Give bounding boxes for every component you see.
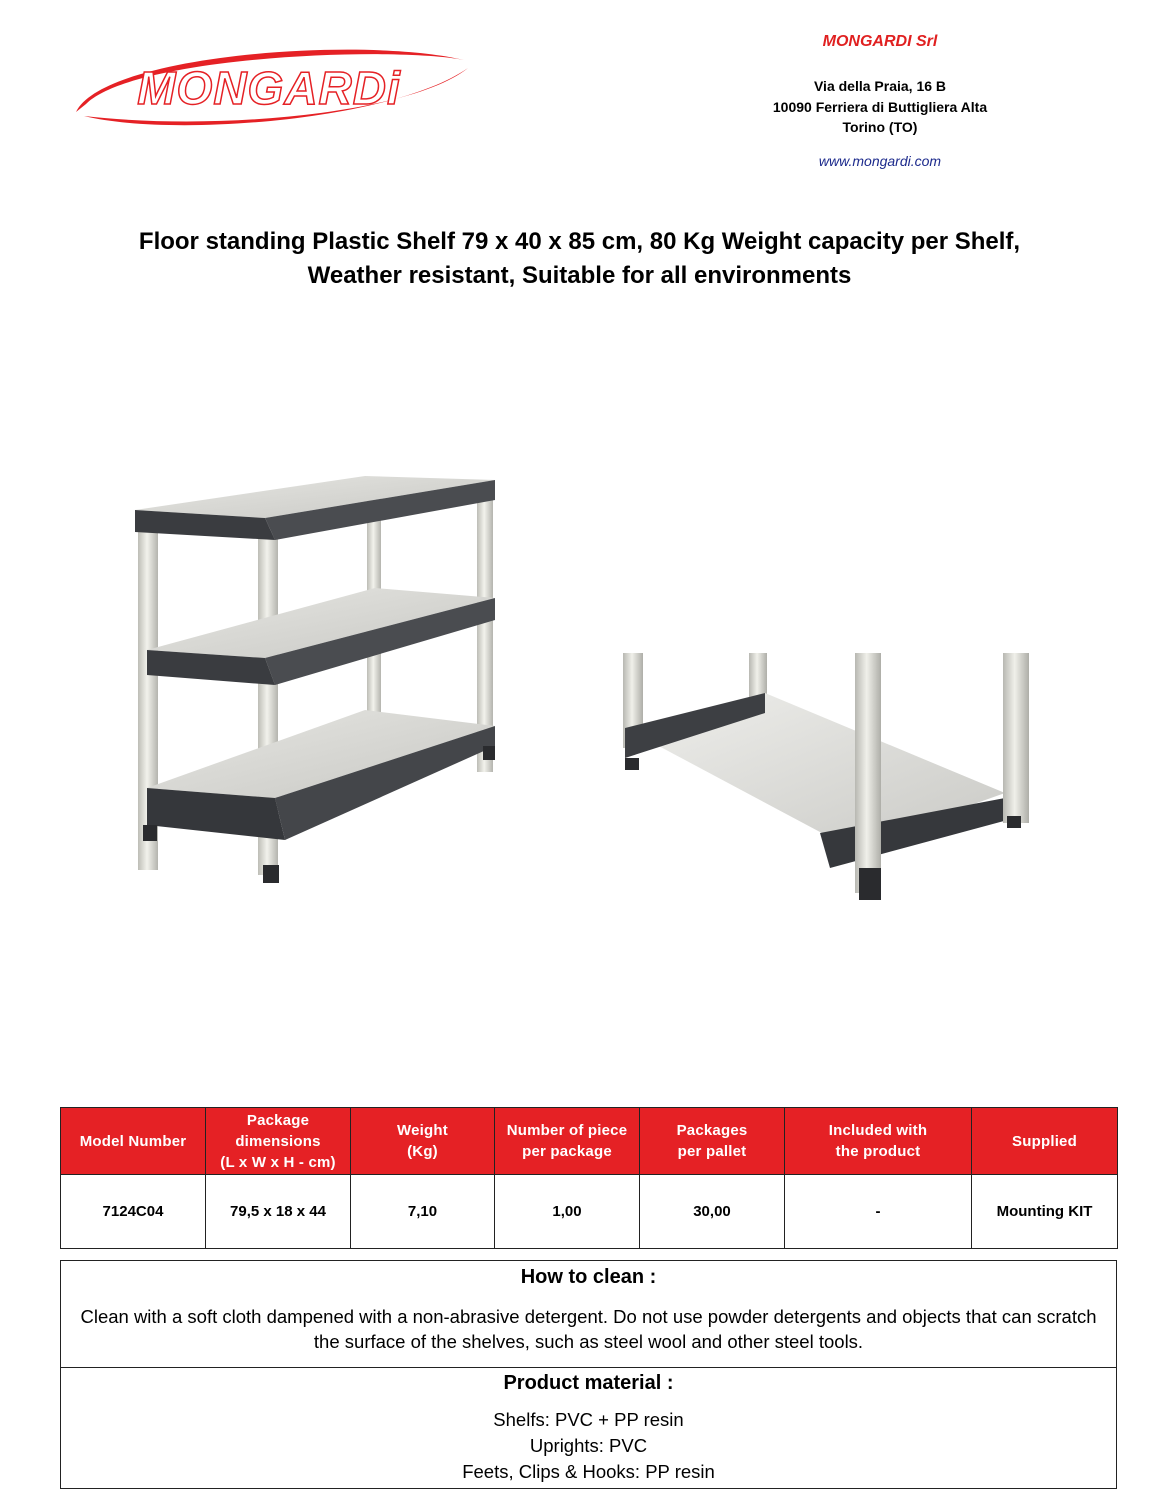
company-website-link[interactable]: www.mongardi.com (818, 153, 942, 169)
table-row (61, 1175, 1118, 1249)
company-name: MONGARDI Srl (822, 33, 938, 50)
header-included: Included with the product (785, 1108, 972, 1175)
company-address (700, 76, 1060, 138)
table-header-row (61, 1108, 1118, 1175)
cleaning-section (60, 1260, 1117, 1368)
header-supplied: Supplied (972, 1108, 1118, 1175)
cell-supplied: Mounting KIT (972, 1175, 1118, 1249)
cell-model-number: 7124C04 (61, 1175, 206, 1249)
mongardi-logo (64, 42, 474, 134)
cell-package-dimensions: 79,5 x 18 x 44 (206, 1175, 351, 1249)
header-model-number: Model Number (61, 1108, 206, 1175)
address-line: Torino (TO) (842, 119, 918, 135)
cell-weight: 7,10 (351, 1175, 495, 1249)
cleaning-text: Clean with a soft cloth dampened with a non-abrasive detergent. Do not use powder detergents and objects that can scratch the surface of the shelves, such as steel wool and other steel tools. (80, 1306, 1097, 1352)
header-pieces-per-package: Number of piece per package (495, 1108, 640, 1175)
cell-packages-per-pallet: 30,00 (640, 1175, 785, 1249)
product-title (40, 225, 1119, 293)
header-package-dimensions: Package dimensions (L x W x H - cm) (206, 1108, 351, 1175)
header-packages-per-pallet: Packages per pallet (640, 1108, 785, 1175)
product-title-line: Weather resistant, Suitable for all environments (307, 262, 852, 289)
material-line: Uprights: PVC (529, 1435, 648, 1456)
cell-included: - (785, 1175, 972, 1249)
material-line: Shelfs: PVC + PP resin (493, 1409, 684, 1430)
shelf-unit-photo (125, 470, 505, 890)
address-line: 10090 Ferriera di Buttigliera Alta (772, 98, 988, 115)
product-title-line: Floor standing Plastic Shelf 79 x 40 x 85 cm, 80 Kg Weight capacity per Shelf, (138, 228, 1021, 255)
cell-pieces-per-package: 1,00 (495, 1175, 640, 1249)
spec-table (60, 1107, 1118, 1249)
shelf-detail-photo (615, 648, 1035, 903)
address-line: Via della Praia, 16 B (813, 78, 947, 94)
cleaning-heading: How to clean : (520, 1266, 657, 1288)
material-line: Feets, Clips & Hooks: PP resin (462, 1461, 715, 1482)
svg-text:MONGARDi: MONGARDi (137, 62, 401, 114)
material-heading: Product material : (503, 1372, 674, 1394)
material-section (60, 1366, 1117, 1489)
header-weight: Weight (Kg) (351, 1108, 495, 1175)
